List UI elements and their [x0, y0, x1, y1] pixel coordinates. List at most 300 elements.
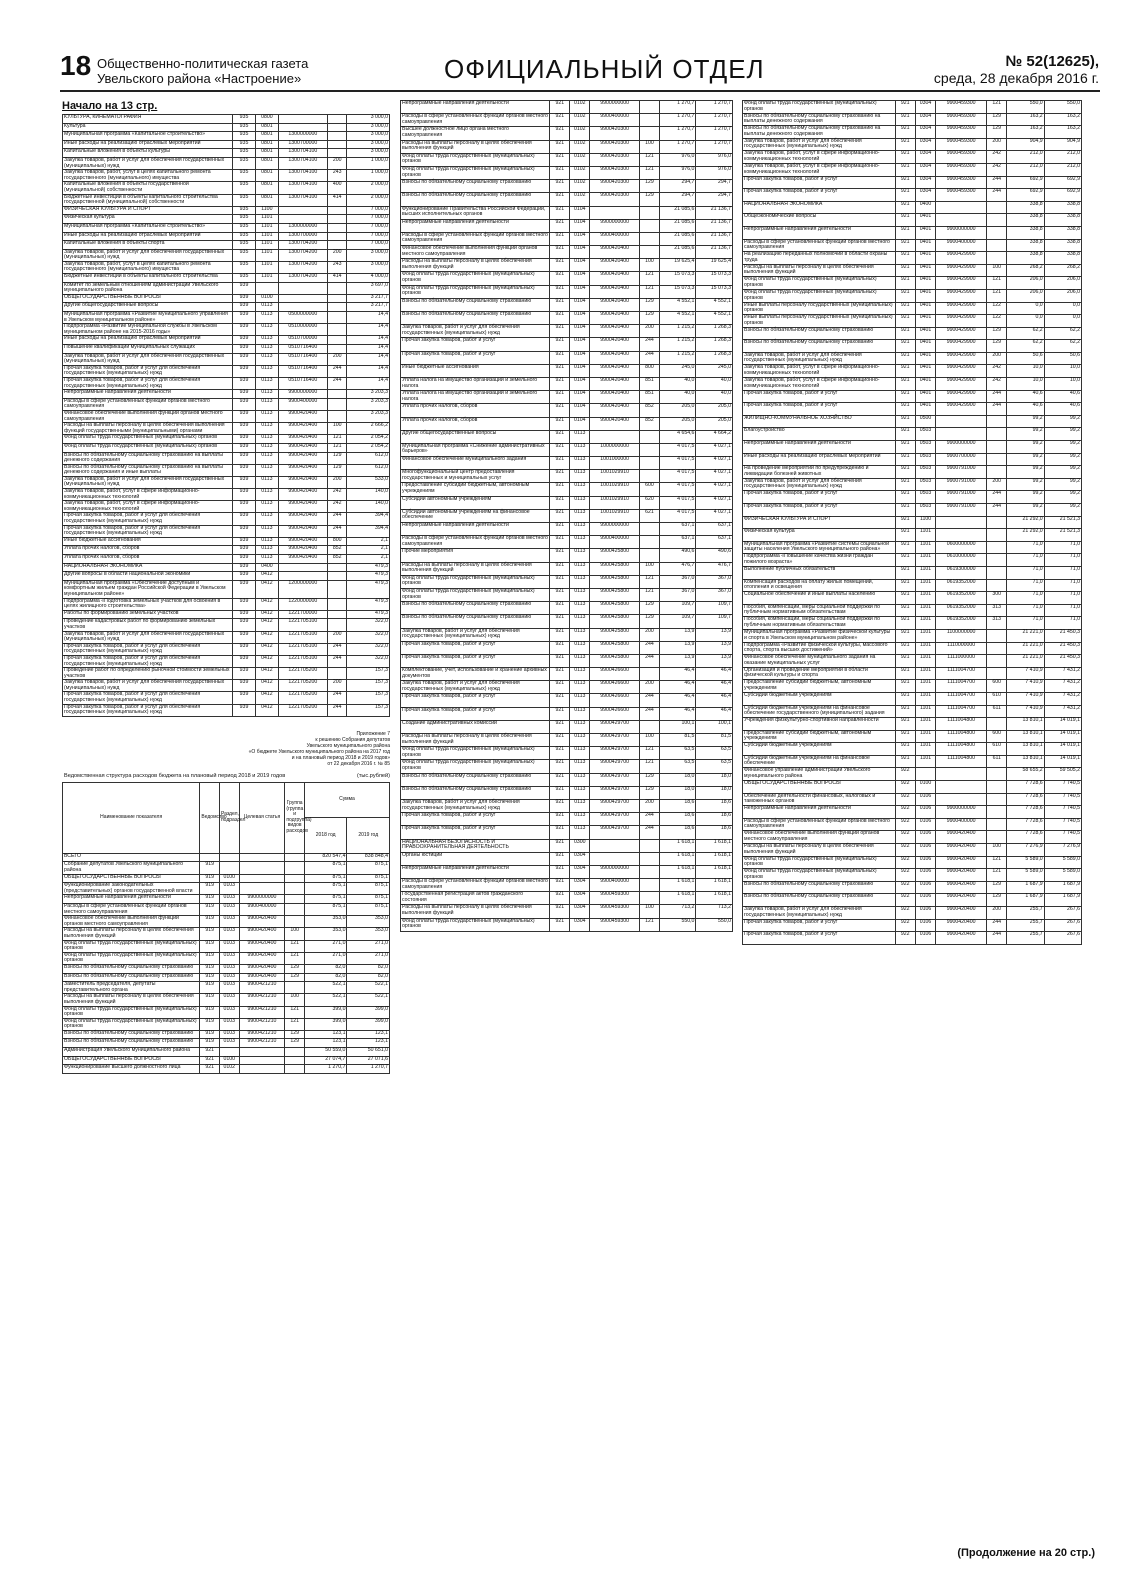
row-cell: 1100: [915, 516, 935, 529]
row-cell: [327, 132, 347, 141]
row-cell: 19 625,4: [659, 259, 696, 272]
row-cell: 939: [233, 410, 256, 422]
row-cell: 550,0: [659, 918, 696, 931]
row-cell: 921: [550, 404, 570, 417]
row-cell: 0412: [255, 619, 278, 631]
row-cell: 7 000,0: [347, 206, 390, 215]
table-row: [63, 261, 390, 273]
row-cell: 0412: [255, 668, 278, 680]
row-label: Фонд оплаты труда государственных (муниципальных) органов: [743, 277, 896, 290]
row-cell: 9900420400: [278, 489, 327, 501]
row-cell: 0401: [915, 226, 935, 239]
row-cell: 0113: [255, 398, 278, 410]
row-cell: [590, 430, 640, 443]
header-2018: 2018 год: [304, 818, 347, 854]
row-cell: 1 270,7: [696, 140, 733, 153]
row-cell: 0104: [570, 417, 590, 430]
row-cell: 919: [200, 952, 220, 964]
row-cell: 9900400000: [278, 398, 327, 410]
row-cell: 71,0: [1007, 566, 1044, 579]
row-cell: 18,6: [696, 813, 733, 826]
row-label: Непрограммные направления деятельности: [401, 865, 550, 878]
row-label: Фонд оплаты труда государственных (муниципальных) органов: [743, 289, 896, 302]
row-cell: 9900420400: [590, 351, 640, 364]
row-cell: [936, 201, 987, 214]
row-cell: 5 589,0: [1007, 856, 1044, 869]
row-cell: 9900420400: [278, 501, 327, 513]
row-cell: 9900420400: [936, 919, 987, 932]
row-cell: 9900425800: [590, 549, 640, 562]
row-cell: 9900420400: [278, 537, 327, 546]
row-cell: 921: [550, 707, 570, 720]
row-cell: 921: [895, 592, 915, 605]
row-cell: 0113: [255, 489, 278, 501]
row-cell: 1101: [255, 261, 278, 273]
row-cell: 10,0: [1044, 378, 1081, 391]
table-row: [743, 138, 1082, 151]
row-cell: 0113: [255, 410, 278, 422]
row-cell: 3 203,3: [347, 390, 390, 399]
table-row: [401, 813, 733, 826]
table2-title: [64, 773, 390, 780]
row-label: Прочая закупка товаров, работ и услуг: [401, 641, 550, 654]
row-cell: 9900429900: [936, 327, 987, 340]
row-cell: 313: [987, 617, 1007, 630]
row-cell: 338,8: [1044, 201, 1081, 214]
row-cell: 100: [640, 734, 660, 747]
row-cell: [219, 862, 239, 874]
row-cell: 0104: [570, 364, 590, 377]
row-cell: 904,9: [1007, 138, 1044, 151]
row-cell: 1 618,1: [659, 865, 696, 878]
row-label: Иные расходы на реализацию отраслевых мероприятий: [63, 336, 233, 345]
row-cell: 121: [640, 588, 660, 601]
row-cell: 9900420400: [590, 298, 640, 311]
row-cell: 9900426600: [590, 668, 640, 681]
row-cell: 163,2: [1007, 113, 1044, 126]
row-cell: 921: [895, 163, 915, 176]
row-label: Расходы в сфере установленных функций органов местного самоуправления: [743, 818, 896, 831]
row-cell: 9900420400: [278, 423, 327, 435]
row-cell: 0113: [255, 537, 278, 546]
row-label: Финансовое обеспечение выполнения функций органов местного самоуправления: [401, 246, 550, 259]
table-row: [743, 516, 1082, 529]
table-row: [63, 619, 390, 631]
row-cell: 921: [895, 692, 915, 705]
row-label: Бюджетные инвестиции в объекты капитального строительства государственной (муниципальной) собственности: [63, 194, 233, 206]
row-cell: 18,6: [659, 799, 696, 812]
row-cell: 1111004700: [936, 680, 987, 693]
row-cell: 200: [987, 907, 1007, 920]
row-cell: 1 618,1: [659, 852, 696, 865]
row-label: Взносы по обязательному социальному страхованию: [743, 340, 896, 353]
table-row: [63, 928, 390, 940]
row-cell: 939: [233, 489, 256, 501]
row-label: Фонд оплаты труда государственных (муниципальных) органов: [63, 952, 200, 964]
row-cell: 0412: [255, 572, 278, 581]
row-cell: 399,0: [347, 1018, 390, 1030]
row-label: Взносы по обязательному социальному страхованию на выплаты денежного содержания: [743, 126, 896, 139]
row-cell: [278, 115, 327, 124]
table-row: [63, 513, 390, 525]
row-cell: 9900429900: [936, 352, 987, 365]
row-cell: 242: [327, 489, 347, 501]
row-cell: 921: [200, 1065, 220, 1074]
row-cell: [987, 781, 1007, 794]
row-cell: 0610000000: [936, 554, 987, 567]
row-cell: [327, 215, 347, 224]
row-cell: 71,0: [1007, 604, 1044, 617]
row-cell: 921: [550, 443, 570, 456]
row-cell: 921: [550, 628, 570, 641]
row-cell: [987, 239, 1007, 252]
row-cell: 0503: [915, 453, 935, 466]
row-label: Муниципальная программа «Развитие муниципального управления в Увельском муниципальном районе»: [63, 312, 233, 324]
row-cell: [987, 516, 1007, 529]
row-cell: 921: [895, 126, 915, 139]
row-label: Расходы на выплаты персоналу в целях обеспечения выполнения функций: [401, 562, 550, 575]
table-row: [401, 140, 733, 153]
row-cell: 18,0: [659, 786, 696, 799]
row-cell: 0401: [915, 302, 935, 315]
row-cell: 921: [550, 562, 570, 575]
row-cell: [936, 415, 987, 428]
table-row: [743, 327, 1082, 340]
row-cell: 939: [233, 294, 256, 303]
table-row: [743, 302, 1082, 315]
row-cell: [278, 563, 327, 572]
row-cell: 9900400000: [590, 536, 640, 549]
row-cell: 40,0: [696, 391, 733, 404]
table-row: [743, 214, 1082, 227]
row-label: Субсидии бюджетным учреждениям: [743, 743, 896, 756]
row-cell: 244: [640, 351, 660, 364]
row-cell: 0113: [570, 483, 590, 496]
row-cell: [936, 214, 987, 227]
row-cell: 0304: [915, 138, 935, 151]
row-label: Государственная регистрация актов гражданского состояния: [401, 892, 550, 905]
row-label: Закупка товаров, работ и услуг для обеспечения государственных (муниципальных) нужд: [63, 353, 233, 365]
row-cell: [987, 541, 1007, 554]
row-cell: 7 728,6: [1007, 831, 1044, 844]
row-cell: 0304: [570, 852, 590, 865]
row-cell: [239, 853, 285, 862]
row-label: Организация и проведение мероприятий в области физической культуры и спорта: [743, 667, 896, 680]
row-cell: 7 276,9: [1044, 844, 1081, 857]
row-cell: 921: [895, 504, 915, 517]
row-cell: 921: [895, 617, 915, 630]
row-cell: 21 292,0: [1007, 516, 1044, 529]
row-label: Проведение кадастровых работ по формированию земельных участков: [63, 619, 233, 631]
row-cell: 921: [895, 541, 915, 554]
row-cell: 0103: [219, 1030, 239, 1039]
row-cell: 9900429900: [936, 277, 987, 290]
row-cell: 0300: [570, 839, 590, 852]
row-cell: 921: [895, 705, 915, 718]
row-label: Пособия, компенсации, меры социальной поддержки по публичным нормативным обязательствам: [743, 604, 896, 617]
issue-number: № 52(12625),: [1005, 53, 1099, 70]
row-cell: 851: [640, 377, 660, 390]
row-cell: 921: [895, 365, 915, 378]
row-cell: 313: [987, 604, 1007, 617]
row-label: Фонд оплаты труда государственных (муниципальных) органов: [63, 1018, 200, 1030]
row-cell: [278, 206, 327, 215]
table-row: [743, 101, 1082, 114]
row-cell: 15 073,3: [696, 272, 733, 285]
row-label: Социальное обеспечение и иные выплаты населению: [743, 592, 896, 605]
row-cell: 40,0: [696, 377, 733, 390]
row-cell: 200: [640, 628, 660, 641]
row-cell: 1001029910: [590, 509, 640, 522]
row-cell: 921: [550, 839, 570, 852]
row-cell: 9900420400: [590, 338, 640, 351]
row-label: Прочая закупка товаров, работ и услуг: [743, 176, 896, 189]
table-row: [743, 844, 1082, 857]
row-cell: 0801: [255, 194, 278, 206]
table-row: [401, 325, 733, 338]
row-cell: 0102: [570, 114, 590, 127]
row-cell: 0401: [915, 340, 935, 353]
row-label: Закупка товаров, работ, услуг в целях капитального ремонта государственного (муниципального) имущества: [63, 170, 233, 182]
paper-title-line2: Увельского района «Настроение»: [97, 71, 302, 86]
row-cell: 0113: [255, 546, 278, 555]
row-label: НАЦИОНАЛЬНАЯ ЭКОНОМИКА: [743, 201, 896, 214]
row-cell: 9900000000: [590, 865, 640, 878]
table-row: [401, 839, 733, 852]
row-cell: 939: [233, 390, 256, 399]
table-row: [743, 163, 1082, 176]
row-cell: 1 270,7: [696, 114, 733, 127]
row-cell: 0401: [915, 277, 935, 290]
row-cell: 271,0: [347, 952, 390, 964]
row-cell: 921: [550, 575, 570, 588]
row-cell: 921: [895, 289, 915, 302]
row-cell: 200: [327, 157, 347, 169]
row-cell: 922: [895, 919, 915, 932]
row-cell: 922: [895, 932, 915, 945]
row-label: Субсидии автономным учреждениям на финансовое обеспечение: [401, 509, 550, 522]
row-cell: 921: [550, 206, 570, 219]
row-cell: 9900420300: [590, 127, 640, 140]
row-cell: [640, 443, 660, 456]
row-cell: 2 000,0: [347, 182, 390, 194]
row-label: Закупка товаров, работ и услуг для обеспечения государственных (муниципальных) нужд: [63, 476, 233, 488]
row-cell: 0510716400: [278, 377, 327, 389]
row-cell: 99,2: [1044, 478, 1081, 491]
row-cell: 82,0: [347, 964, 390, 973]
row-cell: 921: [550, 786, 570, 799]
row-cell: 0113: [570, 813, 590, 826]
row-cell: 7 740,5: [1044, 831, 1081, 844]
row-cell: 9900420300: [590, 140, 640, 153]
row-cell: 157,3: [347, 704, 390, 716]
row-cell: 921: [550, 298, 570, 311]
row-cell: 9900425800: [590, 575, 640, 588]
row-cell: [936, 529, 987, 542]
row-label: Закупка товаров, работ, услуг в сфере информационно-коммуникационных технологий: [743, 163, 896, 176]
row-cell: 129: [987, 126, 1007, 139]
row-cell: 9900426600: [590, 694, 640, 707]
row-cell: 0800: [255, 115, 278, 124]
table-row: [743, 856, 1082, 869]
row-cell: [219, 1048, 239, 1057]
issue-info: [934, 53, 1099, 86]
row-cell: 0104: [570, 219, 590, 232]
row-label: Непрограммные направления деятельности: [401, 219, 550, 232]
row-cell: 9900420400: [278, 452, 327, 464]
row-cell: [278, 294, 327, 303]
row-cell: 123,1: [347, 1039, 390, 1048]
table-row: [743, 529, 1082, 542]
row-cell: 0106: [915, 869, 935, 882]
row-cell: 922: [895, 881, 915, 894]
table-row: [63, 452, 390, 464]
row-label: Уплата прочих налогов, сборов: [63, 546, 233, 555]
row-cell: 919: [200, 1006, 220, 1018]
row-cell: 9900429900: [936, 264, 987, 277]
row-cell: 129: [640, 180, 660, 193]
row-cell: 267,6: [1044, 907, 1081, 920]
row-cell: 294,7: [696, 180, 733, 193]
row-cell: 123,1: [304, 1030, 347, 1039]
row-cell: 0304: [915, 163, 935, 176]
row-cell: 921: [895, 302, 915, 315]
row-cell: 7 728,6: [1007, 793, 1044, 806]
row-cell: 921: [550, 338, 570, 351]
row-cell: 0103: [219, 973, 239, 982]
row-label: ФИЗИЧЕСКАЯ КУЛЬТУРА И СПОРТ: [743, 516, 896, 529]
row-cell: 0113: [255, 555, 278, 564]
row-cell: 0113: [570, 562, 590, 575]
row-cell: 1001000000: [590, 457, 640, 470]
row-cell: 875,1: [347, 895, 390, 904]
row-cell: [640, 206, 660, 219]
table-row: [401, 166, 733, 179]
row-cell: 935: [233, 170, 256, 182]
row-cell: 9900425800: [590, 588, 640, 601]
table-row: [743, 239, 1082, 252]
row-cell: 100,1: [696, 720, 733, 733]
row-cell: 21 085,6: [659, 206, 696, 219]
row-cell: 921: [550, 246, 570, 259]
row-cell: 9900420400: [239, 940, 285, 952]
row-cell: 939: [233, 365, 256, 377]
table-row: [743, 113, 1082, 126]
row-cell: 921: [895, 718, 915, 731]
row-label: Учреждения физкультурно-спортивной направленности: [743, 718, 896, 731]
row-cell: 129: [285, 1030, 305, 1039]
row-cell: 1111004800: [936, 743, 987, 756]
row-cell: 875,1: [347, 874, 390, 883]
row-cell: 121: [327, 435, 347, 444]
row-label: Взносы по обязательному социальному страхованию: [401, 602, 550, 615]
row-label: Фонд оплаты труда государственных (муниципальных) органов: [63, 443, 233, 452]
row-cell: 267,6: [1044, 932, 1081, 945]
table-row: [401, 549, 733, 562]
row-cell: 9900421210: [239, 1030, 285, 1039]
row-cell: 921: [895, 604, 915, 617]
row-cell: 244: [640, 641, 660, 654]
row-cell: 121: [987, 101, 1007, 114]
row-cell: 244: [327, 692, 347, 704]
row-cell: 0106: [915, 907, 935, 920]
row-cell: 0113: [570, 786, 590, 799]
row-cell: 46,4: [696, 707, 733, 720]
row-cell: 129: [987, 894, 1007, 907]
row-cell: 921: [895, 264, 915, 277]
row-cell: 0503: [915, 428, 935, 441]
row-cell: 21 221,0: [1007, 655, 1044, 668]
table-row: [401, 483, 733, 496]
row-cell: 338,8: [1044, 239, 1081, 252]
row-cell: 163,2: [1044, 113, 1081, 126]
appendix-line: и на плановый период 2018 и 2019 годов»: [291, 754, 390, 761]
row-cell: 0103: [219, 928, 239, 940]
table-row: [401, 588, 733, 601]
row-label: Взносы по обязательному социальному страхованию: [401, 180, 550, 193]
table-row: [63, 525, 390, 537]
row-cell: 9900000000: [239, 895, 285, 904]
row-cell: 4 000,0: [347, 274, 390, 283]
row-cell: [278, 572, 327, 581]
row-cell: 242: [987, 163, 1007, 176]
row-label: ОБЩЕГОСУДАРСТВЕННЫЕ ВОПРОСЫ: [63, 1056, 200, 1065]
table-row: [401, 799, 733, 812]
table-row: [63, 365, 390, 377]
row-cell: 268,2: [1044, 264, 1081, 277]
row-cell: 1 618,1: [696, 879, 733, 892]
row-cell: [640, 470, 660, 483]
row-cell: 81,5: [659, 734, 696, 747]
row-cell: 921: [895, 138, 915, 151]
table-row: [401, 681, 733, 694]
row-cell: 921: [200, 1056, 220, 1065]
row-label: Прочая закупка товаров, работ и услуг для обеспечения государственных (муниципальных) нужд: [63, 365, 233, 377]
row-cell: 0106: [915, 831, 935, 844]
row-cell: 1101: [915, 718, 935, 731]
row-cell: 921: [895, 101, 915, 114]
row-cell: 129: [285, 1039, 305, 1048]
row-cell: 9900420400: [936, 856, 987, 869]
row-cell: 976,0: [659, 153, 696, 166]
row-cell: 9900400000: [590, 114, 640, 127]
row-label: Физическая культура: [63, 215, 233, 224]
row-cell: 9900420400: [278, 410, 327, 422]
row-cell: 10,0: [1007, 378, 1044, 391]
row-cell: 3 000,0: [347, 123, 390, 132]
row-cell: 922: [895, 768, 915, 781]
row-label: Прочая закупка товаров, работ и услуг: [743, 504, 896, 517]
row-cell: 14 019,1: [1044, 755, 1081, 768]
row-cell: [640, 549, 660, 562]
row-cell: 0113: [570, 575, 590, 588]
appendix-line: к решению Собрания депутатов: [315, 736, 390, 743]
row-label: Фонд оплаты труда государственных (муниципальных) органов: [401, 272, 550, 285]
table-row: [743, 541, 1082, 554]
row-cell: 7 431,2: [1044, 680, 1081, 693]
row-cell: 0412: [255, 704, 278, 716]
row-label: Закупка товаров, работ и услуг для обеспечения государственных (муниципальных) нужд: [63, 249, 233, 261]
row-cell: 9900420400: [278, 546, 327, 555]
row-cell: 206,0: [1007, 277, 1044, 290]
row-cell: 935: [233, 249, 256, 261]
row-cell: 0113: [570, 496, 590, 509]
row-cell: 922: [895, 894, 915, 907]
row-cell: 205,0: [659, 404, 696, 417]
row-cell: [640, 127, 660, 140]
row-cell: 7 410,9: [1007, 705, 1044, 718]
row-cell: 1 618,1: [659, 892, 696, 905]
